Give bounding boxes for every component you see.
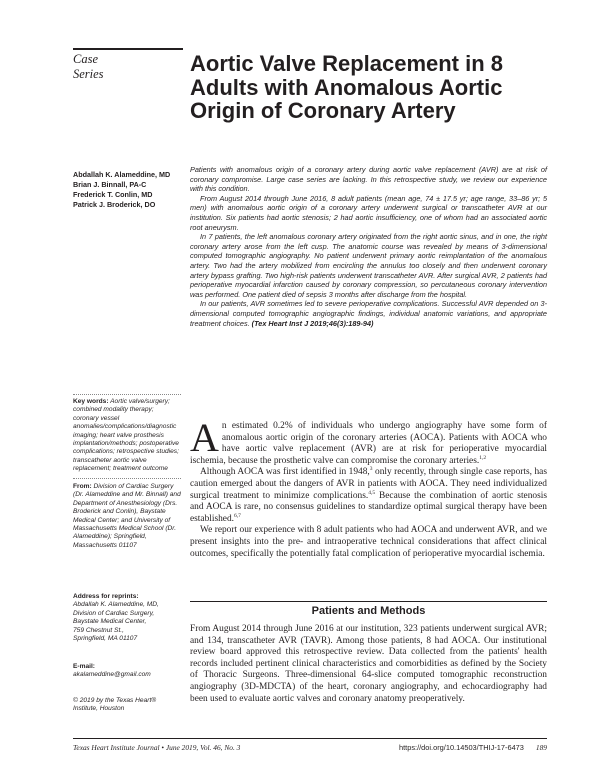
body-paragraph: [190, 467, 547, 525]
section-rule: [190, 601, 547, 602]
affiliation-text: Division of Cardiac Surgery (Dr. Alameddine and Mr. Binnall) and Department of Anesthesiology (Drs. Broderick and Conlin), Baystate Medical Center; and University of Massachusetts Medical School (Dr. Alameddine); Springfield, Massachusetts 01107: [73, 483, 181, 549]
body-text: only recently, through single case reports, has caution emerged about the dangers of AVR in patients with AOCA. They need individualized surgical treatment to minimize complications.: [190, 467, 547, 501]
abstract: [190, 165, 547, 328]
footer-rule: [73, 738, 547, 739]
author-list: [73, 170, 191, 210]
author: Brian J. Binnall, PA-C: [73, 180, 147, 189]
doi-link[interactable]: https://doi.org/10.14503/THIJ-17-6473: [399, 743, 524, 752]
abstract-paragraph: In 7 patients, the left anomalous coronary artery originated from the right aortic sinus, and in one, the right coronary artery arose from the left cusp. The anatomic course was revealed by means of 3-dimensional computed tomographic angiography. No patient underwent primary aortic reimplantation of the anomalous artery. Two had the artery mobilized from encircling the annulus too closely and then underwent coronary artery bypass grafting. Two high-risk patients underwent transcatheter AVR. After surgical AVR, 2 patients had perioperative myocardial infarction caused by coronary compression, so percutaneous coronary intervention was performed. One patient died of sepsis 3 months after discharge from the hospital.: [190, 232, 547, 299]
article-type: [73, 52, 165, 82]
body-methods: [190, 624, 547, 705]
body-text: n estimated 0.2% of individuals who undergo angiography have some form of anomalous aortic origin of the coronary arteries (AOCA). Patients with AOCA who have aortic valve replacement (AVR) are at risk for perioperative myocardial ischemia, because the prosthetic valve can compromise the coronary arteries.: [190, 421, 547, 466]
article-title: Aortic Valve Replacement in 8 Adults with Anomalous Aortic Origin of Coronary Artery: [190, 51, 504, 123]
body-intro: [190, 415, 547, 560]
abstract-conclusion: In our patients, AVR sometimes led to severe perioperative complications. Successful AVR depended on 3-dimensional computed tomographic angiographic findings, individual anatomic variations, and appropriate treatment choices.: [190, 299, 547, 328]
body-paragraph: [190, 415, 547, 467]
body-paragraph: We report our experience with 8 adult patients who had AOCA and underwent AVR, and we present insights into the pre- and intraoperative technical considerations that affect clinical outcomes, specifically the potentially fatal complication of perioperative myocardial ischemia.: [190, 525, 547, 559]
abstract-paragraph: [190, 299, 547, 328]
journal-citation: (Tex Heart Inst J 2019;46(3):189-94): [251, 318, 374, 328]
reprints-line: Springfield, MA 01107: [73, 635, 138, 643]
sidebar-divider: [73, 478, 181, 479]
drop-cap: A: [190, 415, 219, 460]
citation-ref: 1,2: [479, 454, 487, 461]
abstract-paragraph: From August 2014 through June 2016, 8 adult patients (mean age, 74 ± 17.5 yr; age range, 33–86 yr; 5 men) with anomalous aortic origin of a coronary artery underwent surgical or transcatheter AVR at our institution. Six patients had aortic stenosis; 2 had aortic insufficiency, one of whom had an associated aortic root aneurysm.: [190, 193, 547, 232]
author: Patrick J. Broderick, DO: [73, 200, 156, 209]
citation-ref: 6,7: [234, 512, 241, 519]
body-text: Because the combination of aortic stenosis and AOCA is rare, no consensus guidelines to standardize optimal surgical therapy have been established.: [190, 490, 547, 524]
sidebar-divider: [73, 394, 181, 395]
citation-ref: 4,5: [368, 489, 376, 496]
affiliation-label: From:: [73, 483, 92, 490]
abstract-paragraph: Patients with anomalous origin of a coronary artery during aortic valve replacement (AVR) are at risk of coronary compromise. Large case series are lacking. In this retrospective study, we review our experience with this condition.: [190, 165, 547, 194]
copyright: © 2019 by the Texas Heart® Institute, Houston: [73, 697, 157, 713]
email-label: E-mail:: [73, 663, 95, 670]
keywords-text: Aortic valve/surgery; combined modality therapy; coronary vessel anomalies/complications/diagnostic imaging; heart valve prosthesis implantation/methods; postoperative complications; retrospective studies; transcatheter aortic valve replacement; treatment outcome: [73, 398, 179, 473]
journal-footer: Texas Heart Institute Journal • June 2019, Vol. 46, No. 3: [73, 743, 241, 752]
body-text: Although AOCA was first identified in 1948,: [200, 467, 370, 478]
author: Frederick T. Conlin, MD: [73, 190, 153, 199]
article-type-line1: Case: [73, 52, 98, 66]
reprints-line: 759 Chestnut St.,: [73, 626, 124, 634]
affiliation: [73, 483, 181, 550]
keywords: [73, 398, 181, 474]
footer-right: [370, 743, 547, 752]
reprints-line: Abdallah K. Alameddine, MD,: [73, 601, 159, 609]
section-heading: Patients and Methods: [311, 605, 426, 617]
reprints-line: Baystate Medical Center,: [73, 618, 147, 626]
reprints-label: Address for reprints:: [73, 593, 139, 600]
author: Abdallah K. Alameddine, MD: [73, 170, 171, 179]
page-number: 189: [535, 743, 547, 752]
reprints-address: [73, 593, 181, 643]
keywords-label: Key words:: [73, 398, 109, 405]
citation-ref: 3: [369, 466, 373, 473]
article-type-line2: Series: [73, 67, 104, 81]
email-block: [73, 663, 181, 680]
header-rule: [73, 48, 183, 50]
email-address[interactable]: akalameddine@gmail.com: [73, 671, 151, 679]
reprints-line: Division of Cardiac Surgery,: [73, 609, 155, 617]
body-paragraph: From August 2014 through June 2016 at our institution, 323 patients underwent surgical AVR; and 134, transcatheter AVR (TAVR). Among those patients, 8 had AOCA. Our institutional review board approved this retrospective review. Data collected from the patients' health records included pertinent clinical characteristics and comorbidities as defined by the Society of Thoracic Surgeons. Three-dimensional 64-slice computed tomographic reconstruction angiography (3D-MDCTA) of the heart, coronary angiography, and echocardiography had been used to evaluate aortic valves and coronary anatomy preoperatively.: [190, 624, 547, 704]
